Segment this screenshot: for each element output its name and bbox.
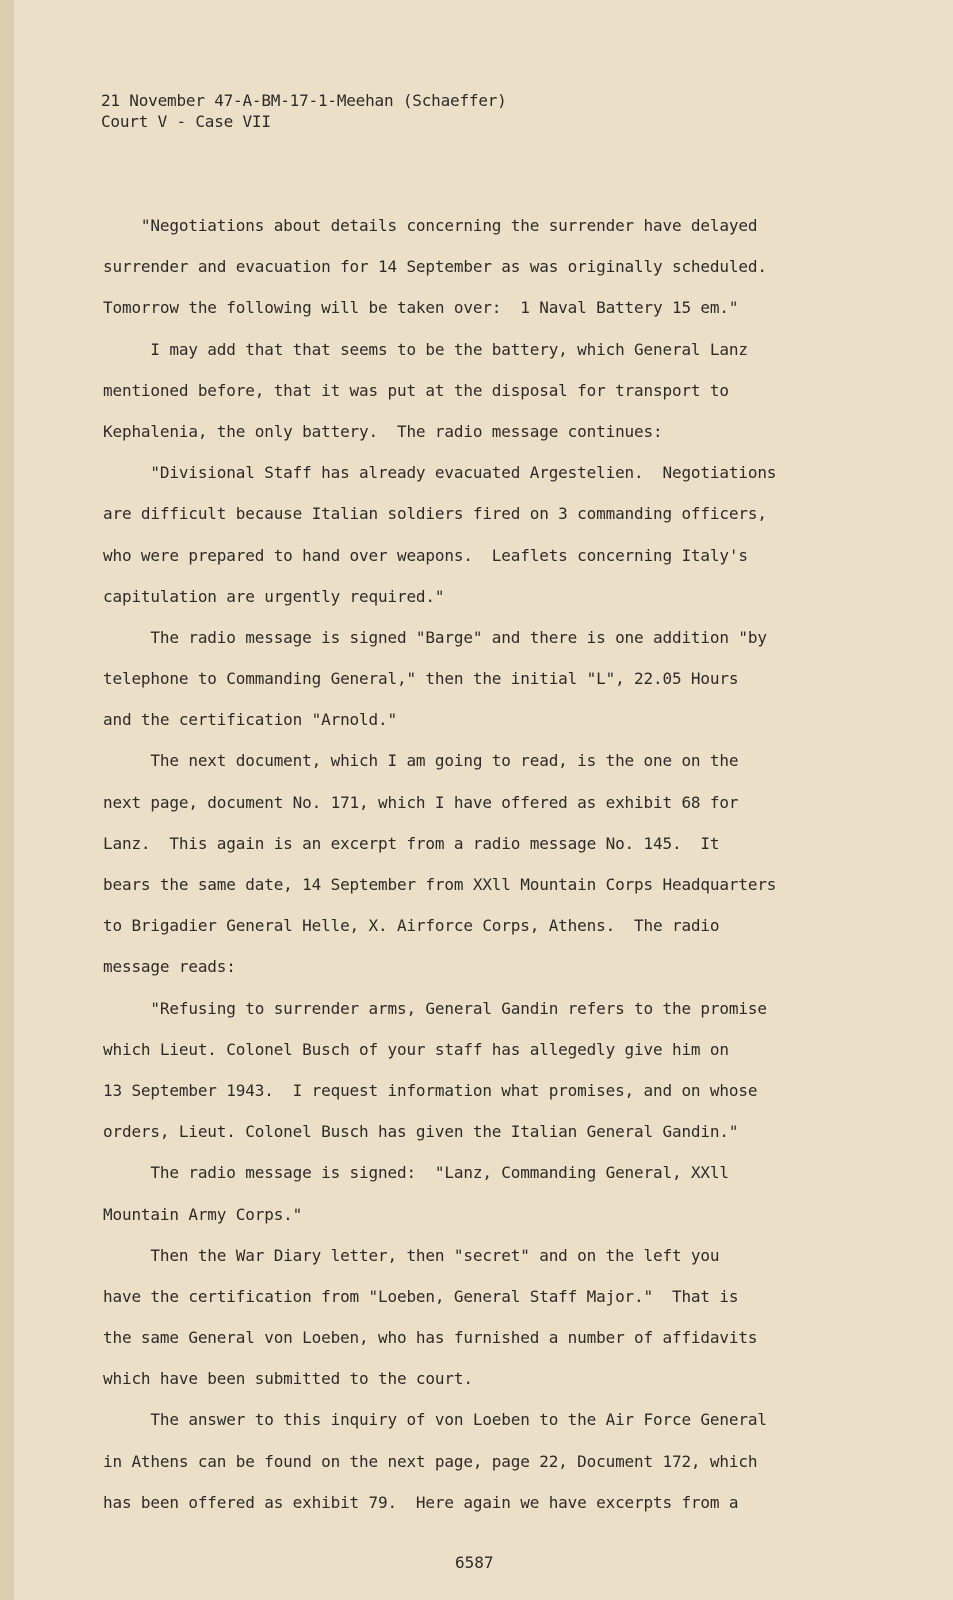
transcript-line: 13 September 1943. I request information what promises, and on whose xyxy=(103,1080,758,1100)
transcript-line: "Refusing to surrender arms, General Gandin refers to the promise xyxy=(103,998,767,1018)
transcript-line: has been offered as exhibit 79. Here again we have excerpts from a xyxy=(103,1492,739,1512)
transcript-line: the same General von Loeben, who has furnished a number of affidavits xyxy=(103,1328,758,1348)
transcript-line: "Negotiations about details concerning the surrender have delayed xyxy=(103,216,758,235)
transcript-line: are difficult because Italian soldiers fired on 3 commanding officers, xyxy=(103,504,767,524)
transcript-line: Kephalenia, the only battery. The radio message continues: xyxy=(103,421,663,441)
transcript-line: and the certification "Arnold." xyxy=(103,710,397,730)
transcript-line: Then the War Diary letter, then "secret" and on the left you xyxy=(103,1245,720,1265)
transcript-line: orders, Lieut. Colonel Busch has given the Italian General Gandin." xyxy=(103,1122,739,1142)
transcript-line: message reads: xyxy=(103,957,236,977)
transcript-line: Lanz. This again is an excerpt from a radio message No. 145. It xyxy=(103,833,720,853)
transcript-line: next page, document No. 171, which I have offered as exhibit 68 for xyxy=(103,792,739,812)
transcript-line: The radio message is signed: "Lanz, Commanding General, XXll xyxy=(103,1163,729,1183)
transcript-line: I may add that that seems to be the battery, which General Lanz xyxy=(103,339,748,359)
transcript-line: Tomorrow the following will be taken over: 1 Naval Battery 15 em." xyxy=(103,298,739,318)
transcript-body xyxy=(103,205,843,1523)
transcript-line: to Brigadier General Helle, X. Airforce Corps, Athens. The radio xyxy=(103,916,720,936)
transcript-line: "Divisional Staff has already evacuated Argestelien. Negotiations xyxy=(103,463,777,483)
transcript-line: The radio message is signed "Barge" and there is one addition "by xyxy=(103,627,767,647)
transcript-line: which Lieut. Colonel Busch of your staff has allegedly give him on xyxy=(103,1039,729,1059)
transcript-line: have the certification from "Loeben, General Staff Major." That is xyxy=(103,1286,739,1306)
header-line-court: Court V - Case VII xyxy=(101,112,271,131)
transcript-line: surrender and evacuation for 14 September as was originally scheduled. xyxy=(103,257,767,277)
transcript-line: who were prepared to hand over weapons. Leaflets concerning Italy's xyxy=(103,545,748,565)
page-edge xyxy=(0,0,14,1600)
transcript-line: The next document, which I am going to read, is the one on the xyxy=(103,751,739,771)
transcript-line: bears the same date, 14 September from XXll Mountain Corps Headquarters xyxy=(103,875,777,894)
transcript-line: Mountain Army Corps." xyxy=(103,1204,303,1224)
document-header xyxy=(101,90,507,132)
header-line-date: 21 November 47-A-BM-17-1-Meehan (Schaeffer) xyxy=(101,91,507,110)
page-number: 6587 xyxy=(455,1553,494,1572)
transcript-line: mentioned before, that it was put at the disposal for transport to xyxy=(103,380,729,400)
transcript-line: The answer to this inquiry of von Loeben to the Air Force General xyxy=(103,1410,767,1430)
transcript-line: telephone to Commanding General," then the initial "L", 22.05 Hours xyxy=(103,669,739,689)
transcript-line: capitulation are urgently required." xyxy=(103,586,445,606)
transcript-line: which have been submitted to the court. xyxy=(103,1369,473,1389)
transcript-line: in Athens can be found on the next page, page 22, Document 172, which xyxy=(103,1451,758,1471)
